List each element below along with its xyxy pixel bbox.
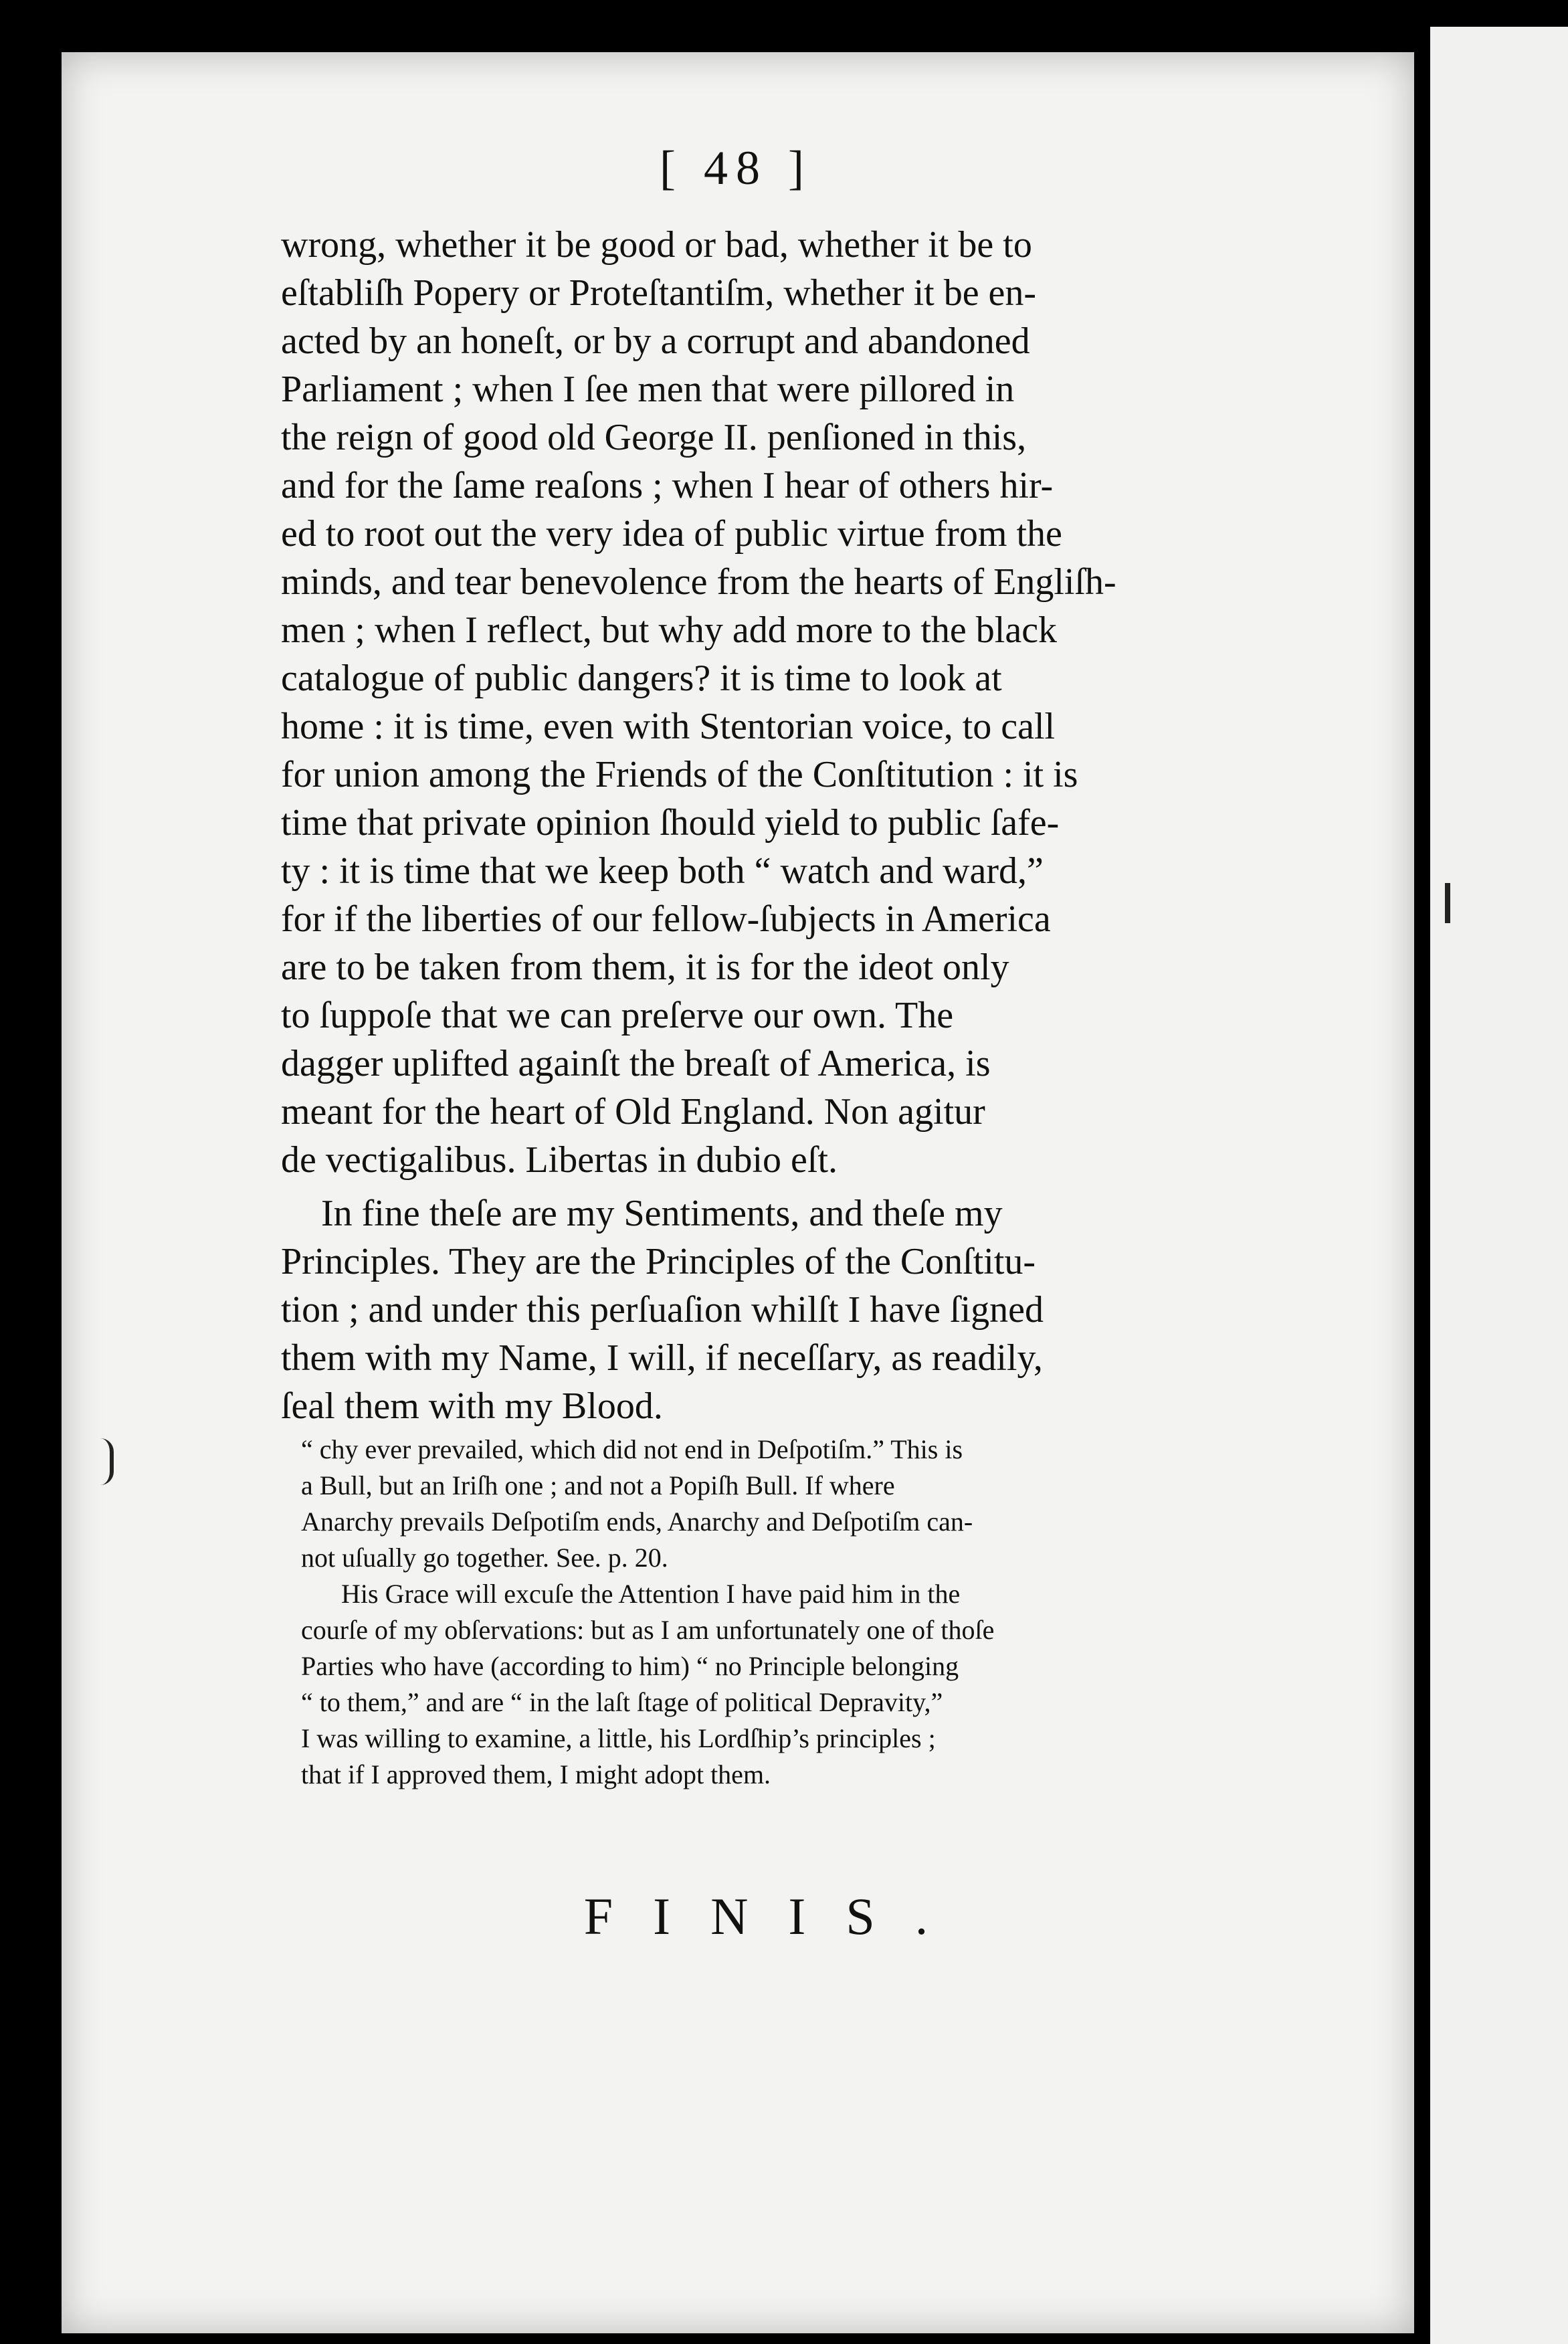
page-number: [ 48 ] [660,141,812,195]
main-paragraph-2: In fine theſe are my Sentiments, and theſe my Principles. They are the Principles of the Conſtitu- tion ; and under this perſuaſion whilſt I have ſigned them with my Name, I will, if neceſſary, as readily, ſeal them with my Blood. [281,1193,1044,1427]
main-paragraph-1: wrong, whether it be good or bad, whether it be to eſtabliſh Popery or Proteſtantiſm, whether it be en- acted by an honeſt, or by a corrupt and abandoned Parliament ; when I ſee men that were pillored in the reign of good old George II. penſioned in this, and for the ſame reaſons ; when I hear of others hir- ed to root out the very idea of public virtue from the minds, and tear benevolence from the hearts of Engliſh- men ; when I reflect, but why add more to the black catalogue of public dangers? it is time to look at home : it is time, even with Stentorian voice, to call for union among the Friends of the Conſtitution : it is time that private opinion ſhould yield to public ſafe- ty : it is time that we keep both “ watch and ward,” for if the liberties of our fellow-ſubjects in America are to be taken from them, it is for the ideot only to ſuppoſe that we can preſerve our own. The dagger uplifted againſt the breaſt of America, is meant for the heart of Old England. Non agitur de vectigalibus. Libertas in dubio eſt. [281,224,1116,1181]
margin-bracket-mark [100,1438,114,1485]
footnote [301,1432,1231,1793]
main-text [281,221,1231,1430]
gutter-mark [1445,883,1450,923]
footnote-paragraph-1: “ chy ever prevailed, which did not end in Deſpotiſm.” This is a Bull, but an Iriſh one ; and not a Popiſh Bull. If where Anarchy prevails Deſpotiſm ends, Anarchy and Deſpotiſm can- not uſually go together. See. p. 20. [301,1434,973,1573]
finis-heading: FINIS. [583,1887,969,1945]
facing-page-edge [1430,27,1568,2344]
footnote-paragraph-2: His Grace will excuſe the Attention I have paid him in the courſe of my obſervations: but as I am unfortunately one of thoſe Parties who have (according to him) “ no Principle belonging “ to them,” and are “ in the laſt ſtage of political Depravity,” I was willing to examine, a little, his Lordſhip’s principles ; that if I approved them, I might adopt them. [301,1579,995,1789]
